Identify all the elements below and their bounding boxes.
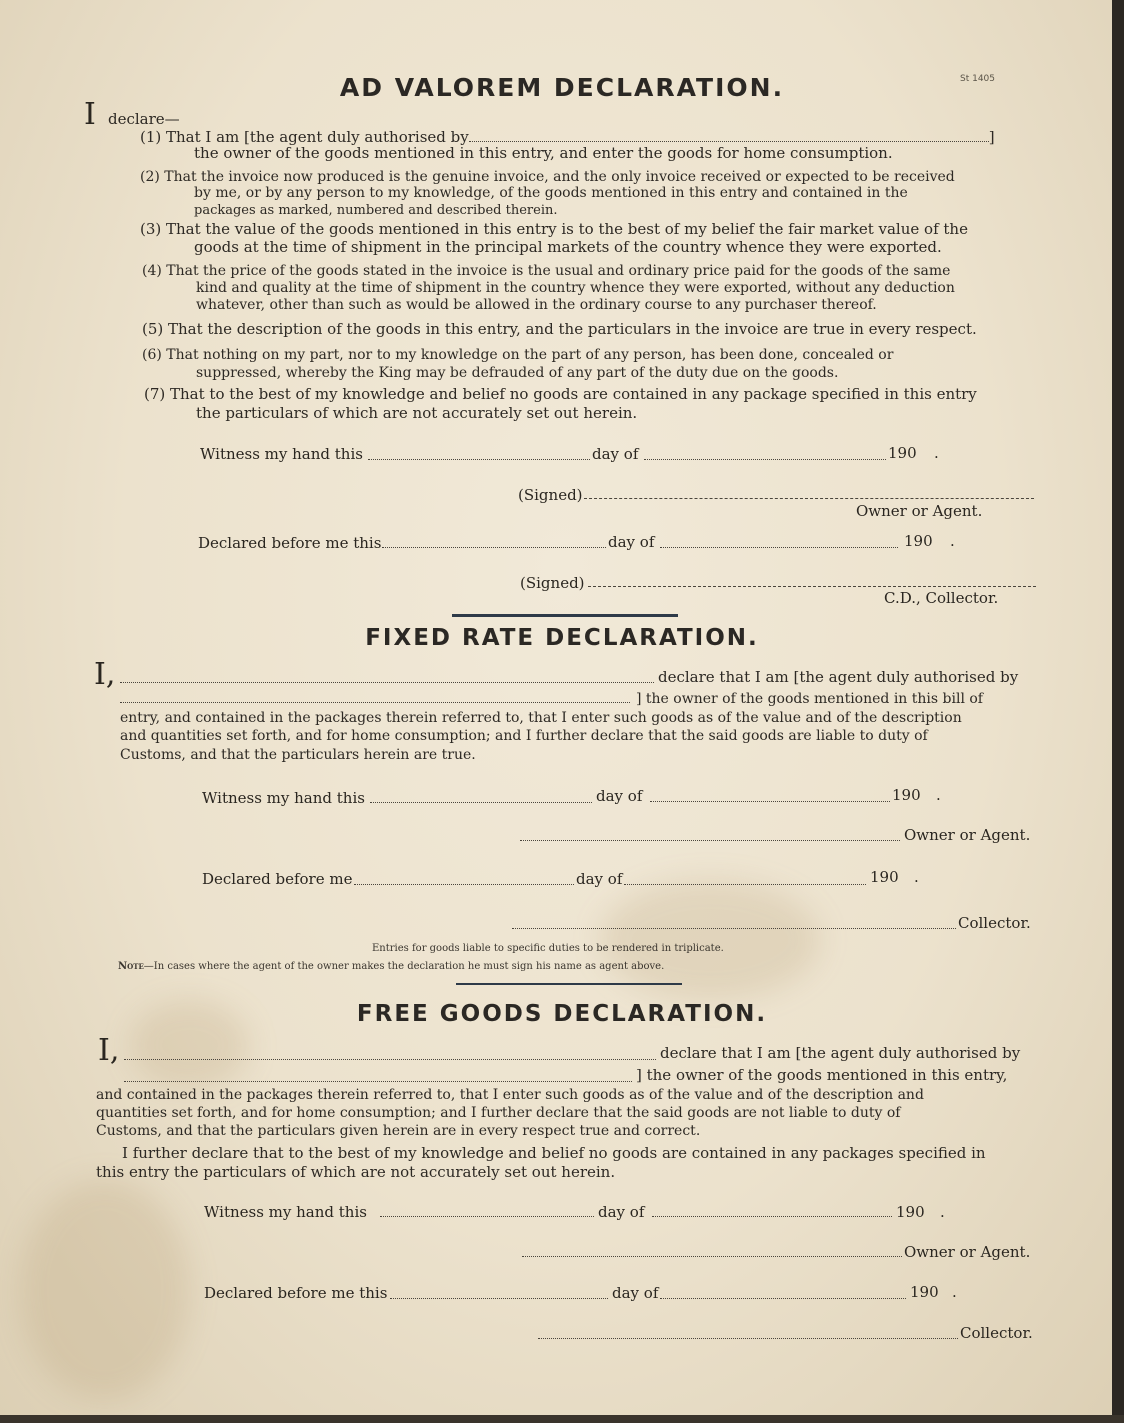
year-dot: . xyxy=(936,786,941,804)
year-label: 190 xyxy=(910,1283,939,1301)
clause-2-cont2: packages as marked, numbered and described therein. xyxy=(194,203,558,218)
intro-i: I xyxy=(84,97,96,132)
declared-day-field[interactable] xyxy=(390,1298,608,1299)
year-dot: . xyxy=(950,532,955,550)
free-i: I, xyxy=(98,1033,120,1068)
declared-label: Declared before me this xyxy=(198,534,382,552)
day-of-label: day of xyxy=(592,445,639,463)
day-of-label: day of xyxy=(608,533,655,551)
scan-edge xyxy=(1112,0,1124,1423)
clause-2-cont: by me, or by any person to my knowledge, of the goods mentioned in this entry and contained in the xyxy=(194,185,908,201)
witness-label: Witness my hand this xyxy=(202,789,365,807)
fixed-line-3: entry, and contained in the packages therein referred to, that I enter such goods as of the value and of the description xyxy=(120,710,962,726)
year-dot: . xyxy=(952,1283,957,1301)
collector-signature-field[interactable] xyxy=(512,928,956,929)
year-label: 190 xyxy=(888,444,917,462)
owner-agent-label: Owner or Agent. xyxy=(856,502,983,520)
free-line-6: I further declare that to the best of my knowledge and belief no goods are contained in any packages specified in xyxy=(122,1144,986,1162)
note-label: Note xyxy=(118,961,144,972)
fixed-agent-field[interactable] xyxy=(120,702,630,703)
paper-stain xyxy=(600,880,820,1000)
owner-agent-label: Owner or Agent. xyxy=(904,1243,1031,1261)
free-line-7: this entry the particulars of which are not accurately set out herein. xyxy=(96,1163,616,1181)
day-of-label: day of xyxy=(576,870,623,888)
clause-6-cont: suppressed, whereby the King may be defrauded of any part of the duty due on the goods. xyxy=(196,365,839,381)
signed-label: (Signed) xyxy=(520,574,585,592)
fixed-name-field[interactable] xyxy=(120,682,654,683)
clause-3-cont: goods at the time of shipment in the principal markets of the country whence they were exported. xyxy=(194,238,942,256)
clause-7-cont: the particulars of which are not accurately set out herein. xyxy=(196,404,638,422)
witness-label: Witness my hand this xyxy=(204,1203,367,1221)
fixed-line-1: declare that I am [the agent duly authorised by xyxy=(658,668,1019,686)
free-name-field[interactable] xyxy=(124,1059,656,1060)
witness-day-field[interactable] xyxy=(380,1216,594,1217)
owner-signature-field[interactable] xyxy=(522,1256,902,1257)
witness-month-field[interactable] xyxy=(650,801,890,802)
bracket: ] xyxy=(988,128,995,146)
signed-label: (Signed) xyxy=(518,486,583,504)
declared-month-field[interactable] xyxy=(624,884,866,885)
year-dot: . xyxy=(914,868,919,886)
clause-6: (6) That nothing on my part, nor to my knowledge on the part of any person, has been done, concealed or xyxy=(142,347,894,363)
year-dot: . xyxy=(934,444,939,462)
free-line-3: and contained in the packages therein referred to, that I enter such goods as of the value and of the description and xyxy=(96,1087,924,1103)
collector-label: C.D., Collector. xyxy=(884,589,999,607)
declared-label: Declared before me xyxy=(202,870,353,888)
section-divider xyxy=(456,983,682,985)
owner-signature-field[interactable] xyxy=(584,498,1034,499)
clause-2: (2) That the invoice now produced is the genuine invoice, and the only invoice received or expected to be received xyxy=(140,169,955,185)
triplicate-note: Entries for goods liable to specific duties to be rendered in triplicate. xyxy=(372,943,724,954)
free-line-2: ] the owner of the goods mentioned in this entry, xyxy=(636,1066,1008,1084)
declared-day-field[interactable] xyxy=(382,547,606,548)
witness-day-field[interactable] xyxy=(370,802,592,803)
declared-day-field[interactable] xyxy=(354,884,574,885)
collector-signature-field[interactable] xyxy=(538,1338,958,1339)
scan-edge xyxy=(0,1415,1124,1423)
year-label: 190 xyxy=(896,1203,925,1221)
form-code: St 1405 xyxy=(960,74,996,84)
clause-1-cont: the owner of the goods mentioned in this entry, and enter the goods for home consumption. xyxy=(194,144,893,162)
year-dot: . xyxy=(940,1203,945,1221)
free-agent-field[interactable] xyxy=(124,1081,632,1082)
clause-4-cont: kind and quality at the time of shipment in the country whence they were exported, without any deduction xyxy=(196,280,955,296)
collector-signature-field[interactable] xyxy=(588,586,1036,587)
clause-3: (3) That the value of the goods mentioned in this entry is to the best of my belief the fair market value of the xyxy=(140,220,968,238)
fixed-rate-title: FIXED RATE DECLARATION. xyxy=(365,625,759,651)
intro-declare: declare— xyxy=(108,110,180,128)
section-divider xyxy=(452,614,678,617)
declared-month-field[interactable] xyxy=(660,547,898,548)
fixed-line-5: Customs, and that the particulars herein are true. xyxy=(120,747,476,763)
free-line-1: declare that I am [the agent duly authorised by xyxy=(660,1044,1021,1062)
witness-month-field[interactable] xyxy=(652,1216,892,1217)
free-goods-title: FREE GOODS DECLARATION. xyxy=(356,1001,768,1027)
clause-7: (7) That to the best of my knowledge and belief no goods are contained in any package specified in this entry xyxy=(144,385,977,403)
agent-note xyxy=(118,961,664,972)
witness-label: Witness my hand this xyxy=(200,445,363,463)
day-of-label: day of xyxy=(596,787,643,805)
clause-1-text: (1) That I am [the agent duly authorised by xyxy=(140,128,469,146)
fixed-line-4: and quantities set forth, and for home consumption; and I further declare that the said goods are liable to duty of xyxy=(120,728,928,744)
free-line-5: Customs, and that the particulars given herein are in every respect true and correct. xyxy=(96,1123,701,1139)
fixed-i: I, xyxy=(94,657,116,692)
year-label: 190 xyxy=(904,532,933,550)
owner-agent-label: Owner or Agent. xyxy=(904,826,1031,844)
declared-label: Declared before me this xyxy=(204,1284,388,1302)
declared-month-field[interactable] xyxy=(660,1298,906,1299)
owner-signature-field[interactable] xyxy=(520,840,900,841)
ad-valorem-title: AD VALOREM DECLARATION. xyxy=(339,73,785,102)
note-text: —In cases where the agent of the owner makes the declaration he must sign his name as agent above. xyxy=(143,961,665,972)
agent-name-field[interactable] xyxy=(469,129,989,142)
paper-stain xyxy=(20,1180,190,1400)
clause-5: (5) That the description of the goods in this entry, and the particulars in the invoice are true in every respect. xyxy=(142,320,977,338)
fixed-line-2: ] the owner of the goods mentioned in this bill of xyxy=(636,691,983,707)
day-of-label: day of xyxy=(598,1203,645,1221)
witness-month-field[interactable] xyxy=(644,459,886,460)
free-line-4: quantities set forth, and for home consumption; and I further declare that the said goods are not liable to duty of xyxy=(96,1105,901,1121)
clause-4: (4) That the price of the goods stated in the invoice is the usual and ordinary price paid for the goods of the same xyxy=(142,263,951,279)
day-of-label: day of xyxy=(612,1284,659,1302)
year-label: 190 xyxy=(892,786,921,804)
collector-label: Collector. xyxy=(958,914,1031,932)
witness-day-field[interactable] xyxy=(368,459,590,460)
collector-label: Collector. xyxy=(960,1324,1033,1342)
clause-4-cont2: whatever, other than such as would be allowed in the ordinary course to any purchaser thereof. xyxy=(196,297,877,313)
year-label: 190 xyxy=(870,868,899,886)
